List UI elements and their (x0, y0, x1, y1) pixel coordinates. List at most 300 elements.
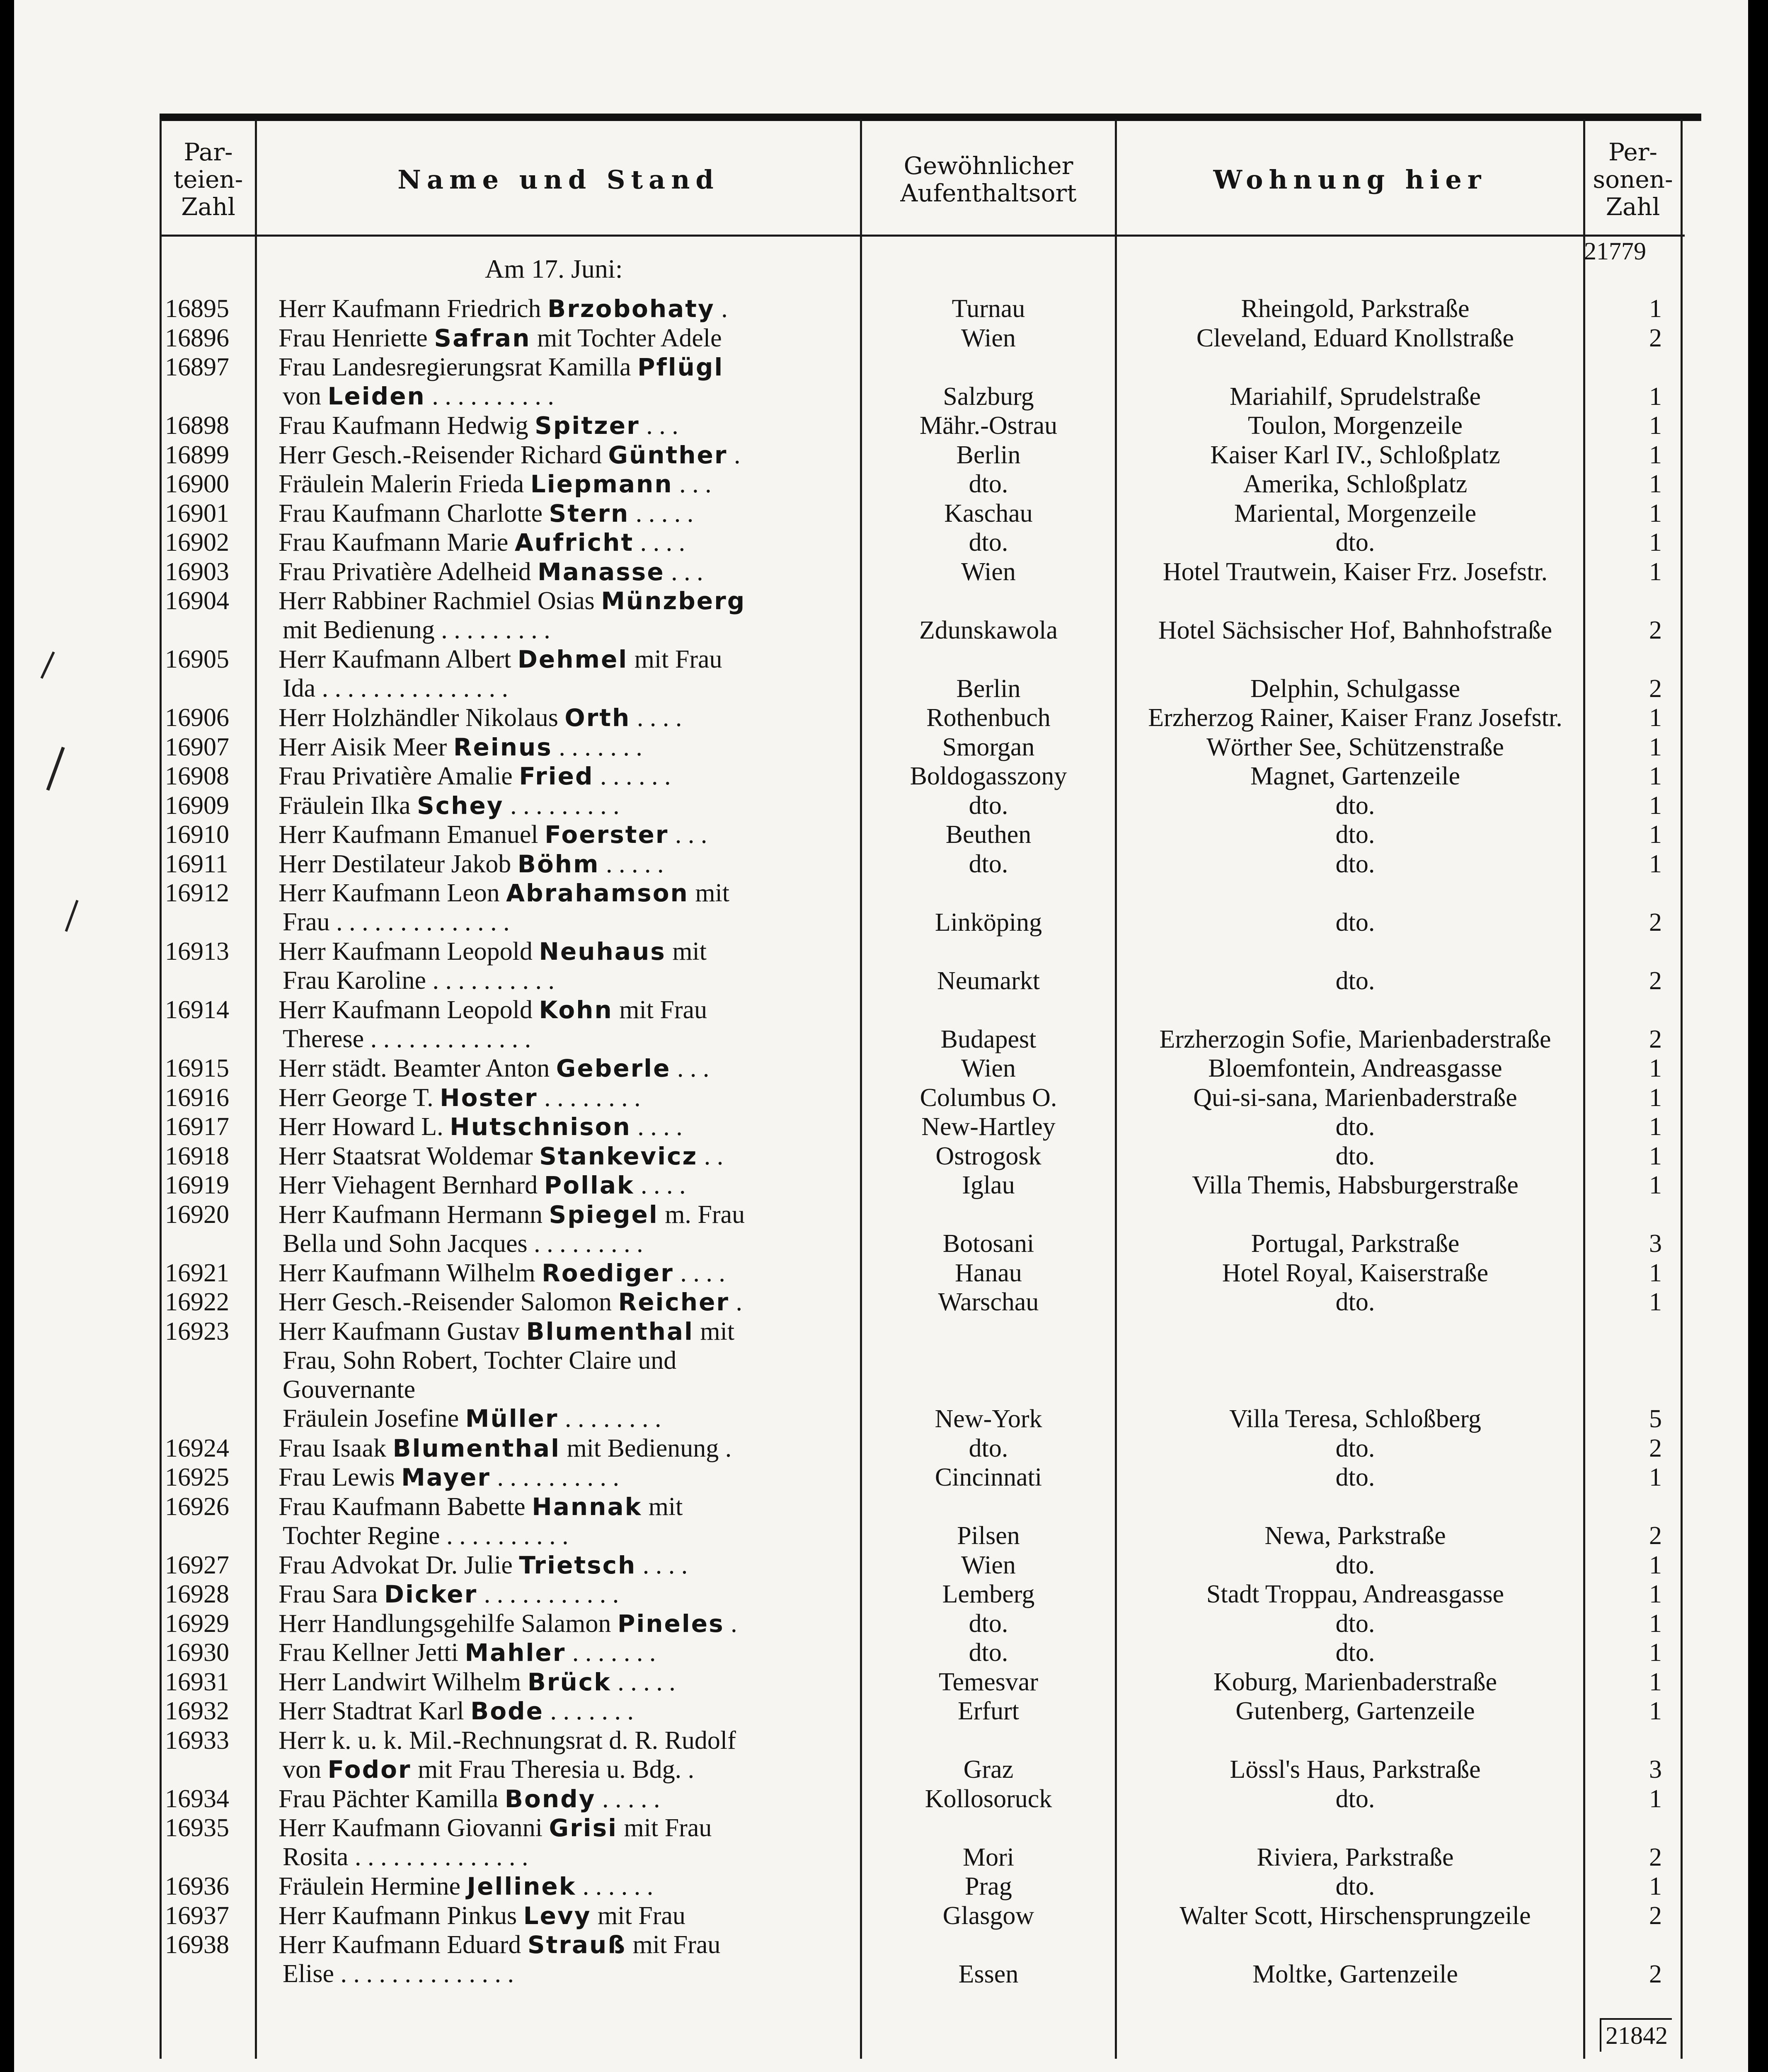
guest-name (279, 1171, 859, 1200)
local-address: dto. (1335, 1872, 1375, 1900)
column-divider (860, 119, 862, 2059)
name-suffix: mit (666, 937, 707, 966)
name-line (279, 966, 859, 995)
person-count: 1 (1649, 1580, 1662, 1608)
name-text: Frau Henriette (279, 324, 434, 352)
person-count: 2 (1649, 1522, 1662, 1550)
local-address: Mariental, Morgenzeile (1234, 499, 1477, 528)
surname: Kohn (539, 996, 613, 1024)
name-text: Herr Viehagent Bernhard (279, 1171, 544, 1199)
name-text: Frau Kaufmann Babette (279, 1492, 532, 1521)
party-number: 16898 (165, 411, 229, 440)
guest-name (279, 1813, 859, 1871)
local-address: Kaiser Karl IV., Schloßplatz (1210, 441, 1500, 469)
usual-residence: Cincinnati (935, 1463, 1042, 1491)
name-suffix: . . . . . . . . . . (491, 1463, 619, 1491)
name-line (279, 762, 859, 791)
name-text: Herr Stadtrat Karl (279, 1697, 471, 1725)
party-number: 16914 (165, 996, 229, 1024)
name-text: Herr Rabbiner Rachmiel Osias (279, 587, 601, 615)
usual-residence: dto. (969, 1434, 1008, 1462)
usual-residence: Glasgow (942, 1901, 1034, 1930)
local-address: dto. (1335, 908, 1375, 937)
header-divider (160, 235, 1685, 237)
person-count: 2 (1649, 1025, 1662, 1053)
surname: Dehmel (517, 645, 628, 673)
party-number: 16901 (165, 499, 229, 528)
name-text: von (283, 382, 328, 410)
name-line (279, 382, 859, 411)
local-address: Hotel Royal, Kaiserstraße (1222, 1259, 1489, 1287)
local-address: Delphin, Schulgasse (1250, 674, 1460, 703)
surname: Manasse (538, 557, 665, 586)
guest-name (279, 470, 859, 499)
name-suffix: . . . (671, 1054, 710, 1082)
party-number: 16906 (165, 704, 229, 732)
name-line (279, 1259, 859, 1288)
name-text: Herr Gesch.-Reisender Richard (279, 441, 608, 469)
name-line (279, 908, 859, 937)
usual-residence: Smorgan (942, 733, 1035, 761)
name-text: Herr Aisik Meer (279, 733, 453, 761)
local-address: dto. (1335, 791, 1375, 820)
party-number: 16918 (165, 1142, 229, 1170)
party-number: 16920 (165, 1200, 229, 1229)
name-line (279, 995, 859, 1024)
usual-residence: Botosani (942, 1230, 1034, 1258)
guest-name (279, 1872, 859, 1901)
name-text: Frau Kellner Jetti (279, 1639, 465, 1667)
guest-name (279, 733, 859, 762)
name-text: Ida . . . . . . . . . . . . . . . (283, 674, 509, 702)
guest-name (279, 995, 859, 1053)
scan-border-left (0, 0, 14, 2072)
person-count: 1 (1649, 791, 1662, 820)
usual-residence: Wien (961, 1054, 1016, 1082)
usual-residence: Rothenbuch (926, 704, 1051, 732)
guest-name (279, 1083, 859, 1112)
name-suffix: . . . . . . . (566, 1639, 656, 1667)
margin-mark (65, 900, 79, 932)
name-suffix: . . . . . (599, 850, 664, 878)
person-count: 1 (1649, 499, 1662, 528)
party-number: 16936 (165, 1872, 229, 1900)
header-local-address: Wohnung hier (1213, 164, 1487, 195)
name-suffix: . . . . . (596, 1784, 660, 1813)
guest-name (279, 1492, 859, 1550)
person-count: 3 (1649, 1755, 1662, 1784)
guest-name (279, 411, 859, 440)
name-suffix: . . . (673, 470, 712, 498)
usual-residence: Essen (958, 1960, 1019, 1988)
surname: Hutschnison (450, 1113, 631, 1141)
guest-name (279, 1726, 859, 1784)
name-text: Herr Holzhändler Nikolaus (279, 704, 565, 732)
guest-name (279, 879, 859, 937)
name-line (279, 1813, 859, 1842)
name-line (279, 1872, 859, 1901)
name-text: Herr Kaufmann Leopold (279, 937, 539, 966)
name-text: Herr Landwirt Wilhelm (279, 1668, 528, 1696)
local-address: Rheingold, Parkstraße (1241, 295, 1470, 323)
person-count: 1 (1649, 1113, 1662, 1141)
person-count: 1 (1649, 295, 1662, 323)
guest-name (279, 937, 859, 995)
name-line (279, 703, 859, 732)
party-number: 16919 (165, 1171, 229, 1199)
usual-residence: Mähr.-Ostrau (919, 411, 1058, 440)
name-line (279, 1346, 859, 1375)
name-line (279, 1229, 859, 1258)
surname: Spiegel (549, 1200, 659, 1229)
name-line (279, 820, 859, 849)
surname: Safran (434, 324, 531, 352)
name-suffix: . . . . (631, 1113, 683, 1141)
name-line (279, 1434, 859, 1463)
local-address: Erzherzogin Sofie, Marienbaderstraße (1159, 1025, 1551, 1053)
local-address: Lössl's Haus, Parkstraße (1230, 1755, 1481, 1784)
surname: Reinus (453, 733, 552, 761)
guest-name (279, 557, 859, 586)
name-suffix: mit (693, 1317, 735, 1346)
local-address: Wörther See, Schützenstraße (1206, 733, 1504, 761)
name-line (279, 1901, 859, 1930)
guest-name (279, 1609, 859, 1638)
party-number: 16917 (165, 1113, 229, 1141)
name-line (279, 1842, 859, 1871)
guest-name (279, 1259, 859, 1288)
guest-name (279, 1054, 859, 1083)
party-number: 16900 (165, 470, 229, 498)
local-address: Amerika, Schloßplatz (1243, 470, 1468, 498)
margin-mark (46, 747, 65, 791)
name-line (279, 791, 859, 820)
party-number: 16915 (165, 1054, 229, 1082)
usual-residence: Hanau (955, 1259, 1022, 1287)
name-text: Frau Pächter Kamilla (279, 1784, 505, 1813)
person-count: 1 (1649, 1697, 1662, 1725)
local-address: Portugal, Parkstraße (1251, 1230, 1460, 1258)
name-line (279, 1200, 859, 1229)
name-text: Gouvernante (283, 1375, 416, 1404)
name-text: Herr Kaufmann Giovanni (279, 1814, 549, 1842)
name-text: Frau Privatière Amalie (279, 762, 519, 790)
surname: Leiden (327, 382, 426, 410)
party-number: 16925 (165, 1463, 229, 1491)
name-text: Herr Kaufmann Leon (279, 879, 506, 907)
person-count: 1 (1649, 470, 1662, 498)
party-number: 16926 (165, 1492, 229, 1521)
name-line (279, 1024, 859, 1053)
person-count: 2 (1649, 966, 1662, 995)
section-date-heading: Am 17. Juni: (485, 254, 623, 283)
surname: Müller (465, 1404, 559, 1433)
name-line (279, 499, 859, 528)
guest-name (279, 499, 859, 528)
person-count: 2 (1649, 1901, 1662, 1930)
guest-name (279, 1668, 859, 1697)
name-line (279, 353, 859, 382)
name-suffix: . (714, 295, 728, 323)
guest-name (279, 1200, 859, 1258)
name-text: Herr Handlungsgehilfe Salamon (279, 1609, 618, 1638)
person-count: 1 (1649, 441, 1662, 469)
name-text: Herr Kaufmann Gustav (279, 1317, 526, 1346)
name-suffix: mit (688, 879, 730, 907)
guest-name (279, 1697, 859, 1726)
name-line (279, 294, 859, 323)
name-line (279, 1054, 859, 1083)
surname: Jellinek (467, 1872, 576, 1900)
party-number: 16912 (165, 879, 229, 907)
surname: Levy (523, 1901, 591, 1930)
local-address: dto. (1335, 821, 1375, 849)
name-line (279, 1697, 859, 1726)
name-text: Tochter Regine . . . . . . . . . . (283, 1521, 569, 1550)
name-line (279, 1726, 859, 1755)
party-number: 16933 (165, 1726, 229, 1755)
party-number: 16934 (165, 1784, 229, 1813)
party-number: 16913 (165, 937, 229, 966)
margin-mark (40, 651, 55, 679)
person-count: 5 (1649, 1405, 1662, 1433)
party-number: 16904 (165, 587, 229, 615)
local-address: Riviera, Parkstraße (1257, 1843, 1454, 1871)
guest-name (279, 1638, 859, 1667)
person-count: 2 (1649, 324, 1662, 352)
usual-residence: Wien (961, 557, 1016, 586)
party-number: 16927 (165, 1551, 229, 1579)
name-line (279, 1959, 859, 1988)
name-suffix: . (727, 441, 741, 469)
name-suffix: . . . . . . . (544, 1697, 634, 1725)
name-text: Frau Sara (279, 1580, 384, 1608)
person-count: 2 (1649, 616, 1662, 644)
person-count: 1 (1649, 733, 1662, 761)
name-line (279, 1492, 859, 1521)
name-line (279, 1171, 859, 1200)
name-line (279, 1463, 859, 1492)
name-text: Fräulein Josefine (283, 1404, 465, 1433)
name-line (279, 1375, 859, 1404)
guest-name (279, 645, 859, 703)
local-address: dto. (1335, 528, 1375, 557)
person-count: 2 (1649, 674, 1662, 703)
name-text: Frau Karoline . . . . . . . . . . (283, 966, 555, 995)
party-number: 16896 (165, 324, 229, 352)
surname: Strauß (527, 1931, 627, 1959)
usual-residence: Linköping (935, 908, 1042, 937)
usual-residence: Lemberg (942, 1580, 1035, 1608)
name-suffix: m. Frau (658, 1200, 745, 1229)
name-line (279, 1930, 859, 1959)
party-number: 16910 (165, 821, 229, 849)
party-number: 16897 (165, 353, 229, 381)
column-divider (160, 119, 162, 2059)
name-line (279, 733, 859, 762)
local-address: Gutenberg, Gartenzeile (1235, 1697, 1475, 1725)
guest-name (279, 586, 859, 644)
name-line (279, 1784, 859, 1813)
name-suffix: . . . . (630, 704, 682, 732)
name-text: Fräulein Ilka (279, 791, 417, 820)
party-number: 16923 (165, 1317, 229, 1346)
usual-residence: Pilsen (957, 1522, 1020, 1550)
surname: Spitzer (535, 411, 640, 440)
person-count: 1 (1649, 382, 1662, 411)
name-text: Herr Kaufmann Leopold (279, 996, 539, 1024)
party-number: 16895 (165, 295, 229, 323)
party-number: 16899 (165, 441, 229, 469)
usual-residence: Warschau (938, 1288, 1039, 1316)
usual-residence: Neumarkt (937, 966, 1040, 995)
name-line (279, 470, 859, 499)
name-text: Herr Kaufmann Eduard (279, 1931, 528, 1959)
usual-residence: Iglau (962, 1171, 1015, 1199)
party-number: 16916 (165, 1083, 229, 1112)
name-suffix: . (724, 1609, 737, 1638)
name-line (279, 1638, 859, 1667)
usual-residence: Ostrogosk (935, 1142, 1041, 1170)
name-suffix: . . . . . . . (552, 733, 642, 761)
usual-residence: Kaschau (944, 499, 1033, 528)
party-number: 16932 (165, 1697, 229, 1725)
guest-name (279, 1288, 859, 1317)
name-text: Herr städt. Beamter Anton (279, 1054, 556, 1082)
local-address: Walter Scott, Hirschensprungzeile (1179, 1901, 1531, 1930)
guest-name (279, 1551, 859, 1580)
name-text: Frau Privatière Adelheid (279, 557, 538, 586)
usual-residence: Prag (965, 1872, 1012, 1900)
name-line (279, 1112, 859, 1141)
name-text: Elise . . . . . . . . . . . . . . (283, 1960, 514, 1988)
person-count: 2 (1649, 1960, 1662, 1988)
scan-border-right (1748, 0, 1768, 2072)
name-suffix: . . . . (634, 1171, 686, 1199)
local-address: Qui-si-sana, Marienbaderstraße (1193, 1083, 1517, 1112)
person-count: 2 (1649, 1434, 1662, 1462)
party-number: 16924 (165, 1434, 229, 1462)
final-total: 21842 (1600, 2018, 1672, 2052)
name-text: Herr Destilateur Jakob (279, 850, 518, 878)
guest-name (279, 1112, 859, 1141)
local-address: dto. (1335, 1609, 1375, 1638)
surname: Münzberg (601, 587, 746, 615)
surname: Brzobohaty (547, 295, 715, 323)
surname: Bondy (504, 1784, 596, 1813)
guest-name (279, 528, 859, 557)
name-suffix: mit Frau (618, 1814, 712, 1842)
name-text: Fräulein Hermine (279, 1872, 467, 1900)
name-text: Frau Isaak (279, 1434, 393, 1462)
surname: Foerster (545, 821, 669, 849)
name-text: Herr Kaufmann Friedrich (279, 295, 548, 323)
party-number: 16937 (165, 1901, 229, 1930)
name-text: Herr George T. (279, 1083, 440, 1112)
local-address: dto. (1335, 1639, 1375, 1667)
name-line (279, 1083, 859, 1112)
carry-over-total: 21779 (1584, 237, 1646, 265)
name-suffix: . . . (664, 557, 703, 586)
surname: Fodor (327, 1755, 412, 1784)
name-line (279, 528, 859, 557)
guest-name (279, 703, 859, 732)
name-text: Herr Kaufmann Wilhelm (279, 1259, 542, 1287)
name-line (279, 411, 859, 440)
surname: Hannak (532, 1492, 642, 1521)
name-suffix: . (729, 1288, 743, 1316)
usual-residence: Columbus O. (920, 1083, 1057, 1112)
name-suffix: . . . (639, 411, 678, 440)
name-suffix: . . . . . . . . . (504, 791, 620, 820)
usual-residence: Erfurt (957, 1697, 1020, 1725)
name-suffix: mit Frau (626, 1931, 721, 1959)
person-count: 1 (1649, 821, 1662, 849)
person-count: 1 (1649, 411, 1662, 440)
surname: Schey (417, 791, 504, 820)
party-number: 16902 (165, 528, 229, 557)
name-text: Fräulein Malerin Frieda (279, 470, 530, 498)
guest-name (279, 1930, 859, 1988)
name-line (279, 1668, 859, 1697)
usual-residence: dto. (969, 850, 1008, 878)
name-line (279, 615, 859, 644)
person-count: 1 (1649, 1463, 1662, 1491)
usual-residence: dto. (969, 470, 1008, 498)
person-count: 1 (1649, 1639, 1662, 1667)
local-address: dto. (1335, 1288, 1375, 1316)
person-count: 1 (1649, 1551, 1662, 1579)
surname: Reicher (618, 1288, 730, 1316)
surname: Hoster (440, 1083, 538, 1112)
name-line (279, 879, 859, 908)
guest-name (279, 1317, 859, 1433)
surname: Neuhaus (539, 937, 666, 966)
usual-residence: Temesvar (938, 1668, 1039, 1696)
usual-residence: New-York (935, 1405, 1042, 1433)
person-count: 1 (1649, 557, 1662, 586)
usual-residence: Turnau (952, 295, 1025, 323)
surname: Dicker (384, 1580, 478, 1608)
name-suffix: . . . . . . (593, 762, 671, 790)
header-name-and-status: Name und Stand (397, 164, 719, 195)
surname: Günther (608, 441, 728, 469)
party-number: 16938 (165, 1931, 229, 1959)
name-text: Rosita . . . . . . . . . . . . . . (283, 1843, 528, 1871)
party-number: 16903 (165, 557, 229, 586)
local-address: Magnet, Gartenzeile (1250, 762, 1460, 790)
person-count: 1 (1649, 1142, 1662, 1170)
name-text: mit Bedienung . . . . . . . . . (283, 616, 550, 644)
surname: Trietsch (519, 1551, 637, 1579)
usual-residence: Graz (963, 1755, 1014, 1784)
name-text: Frau, Sohn Robert, Tochter Claire und (283, 1346, 677, 1375)
column-divider (255, 119, 257, 2059)
local-address: Hotel Trautwein, Kaiser Frz. Josefstr. (1163, 557, 1548, 586)
usual-residence: Berlin (956, 674, 1021, 703)
person-count: 1 (1649, 1054, 1662, 1082)
name-line (279, 441, 859, 470)
header-party-number: Par- teien- Zahl (173, 138, 243, 221)
usual-residence: New-Hartley (921, 1113, 1056, 1141)
guest-name (279, 324, 859, 353)
name-text: Herr Kaufmann Emanuel (279, 821, 545, 849)
surname: Pollak (544, 1171, 635, 1199)
local-address: dto. (1335, 1142, 1375, 1170)
person-count: 1 (1649, 1288, 1662, 1316)
name-line (279, 1580, 859, 1609)
surname: Roediger (542, 1259, 674, 1287)
